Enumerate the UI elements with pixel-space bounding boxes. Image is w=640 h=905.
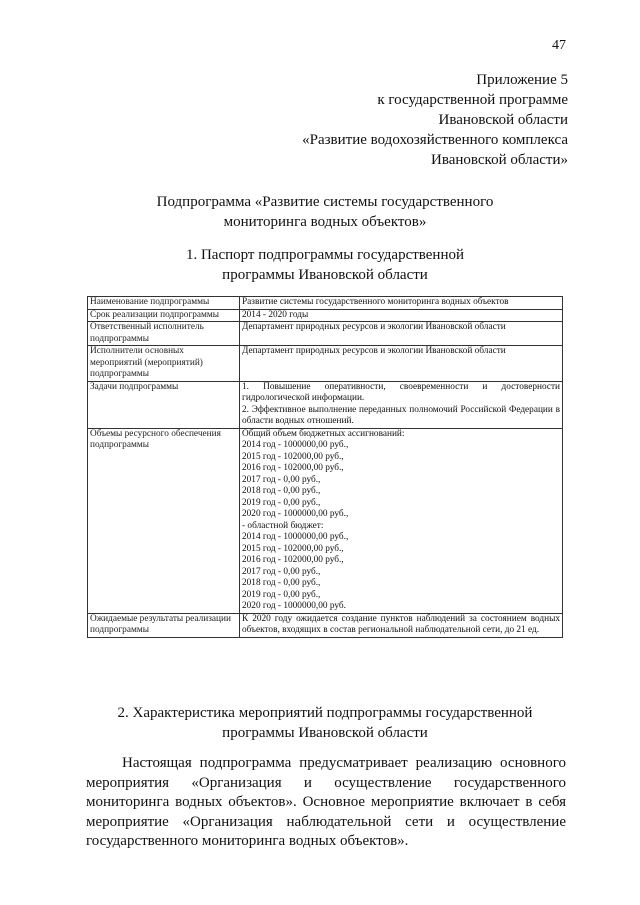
funding-line: 2016 год - 102000,00 руб., [242, 463, 344, 473]
section-2-title-line: программы Ивановской области [222, 725, 428, 741]
appendix-line: Ивановской области [438, 112, 568, 128]
task-item: 1. Повышение оперативности, своевременности и достоверности гидрологической информации. [242, 381, 560, 403]
funding-line: - областной бюджет: [242, 520, 324, 531]
row-value [240, 428, 563, 613]
passport-table [87, 296, 563, 638]
table-row [88, 346, 563, 382]
row-label: Срок реализации подпрограммы [88, 309, 240, 322]
funding-line: 2016 год - 102000,00 руб., [242, 555, 344, 565]
subprogram-title-line: Подпрограмма «Развитие системы государственного [156, 194, 494, 210]
task-item: 2. Эффективное выполнение переданных полномочий Российской Федерации в области водных отношений. [242, 404, 560, 426]
appendix-line: «Развитие водохозяйственного комплекса [302, 132, 568, 148]
funding-line: 2020 год - 1000000,00 руб. [242, 601, 346, 611]
body-paragraph: Настоящая подпрограмма предусматривает реализацию основного мероприятия «Организация и осуществление государственного мониторинга водных объектов». Основное мероприятие включает в себя мероприятие «Организация наблюдательной сети и осуществление государственного мониторинга водных объектов». [86, 755, 566, 849]
row-value: Департамент природных ресурсов и экологии Ивановской области [240, 322, 563, 346]
row-label: Наименование подпрограммы [88, 297, 240, 310]
funding-line: 2018 год - 0,00 руб., [242, 486, 321, 496]
section-2-title [80, 703, 570, 743]
row-value: Департамент природных ресурсов и экологии Ивановской области [240, 346, 563, 382]
funding-line: 2020 год - 1000000,00 руб., [242, 509, 349, 519]
table-row [88, 613, 563, 637]
subprogram-title [80, 192, 570, 232]
row-label: Задачи подпрограммы [88, 381, 240, 428]
funding-line: 2019 год - 0,00 руб., [242, 589, 321, 600]
table-row [88, 322, 563, 346]
table-row [88, 297, 563, 310]
appendix-line: Приложение 5 [476, 72, 568, 88]
row-label: Ответственный исполнитель подпрограммы [88, 322, 240, 346]
table-row [88, 381, 563, 428]
row-value: 2014 - 2020 годы [240, 309, 563, 322]
section-2-title-line: 2. Характеристика мероприятий подпрограммы государственной [117, 705, 533, 721]
funding-line: 2017 год - 0,00 руб., [242, 474, 321, 485]
appendix-header [228, 70, 568, 170]
appendix-line: Ивановской области» [431, 152, 568, 168]
section-1-title-line: программы Ивановской области [222, 267, 428, 283]
subprogram-title-line: мониторинга водных объектов» [223, 214, 427, 230]
funding-line: 2017 год - 0,00 руб., [242, 566, 321, 577]
row-value: Развитие системы государственного мониторинга водных объектов [240, 297, 563, 310]
row-label: Объемы ресурсного обеспечения подпрограммы [88, 428, 240, 613]
row-value [240, 381, 563, 428]
section-1-title-line: 1. Паспорт подпрограммы государственной [185, 247, 465, 263]
funding-line: Общий объем бюджетных ассигнований: [242, 428, 405, 439]
row-value: К 2020 году ожидается создание пунктов наблюдений за состоянием водных объектов, входящих в состав региональной наблюдательной сети, до 21 ед. [240, 613, 563, 637]
row-label: Ожидаемые результаты реализации подпрограммы [88, 613, 240, 637]
section-1-title [80, 245, 570, 285]
funding-line: 2015 год - 102000,00 руб., [242, 451, 344, 462]
appendix-line: к государственной программе [377, 92, 568, 108]
table-row [88, 428, 563, 613]
funding-line: 2019 год - 0,00 руб., [242, 497, 321, 508]
funding-line: 2018 год - 0,00 руб., [242, 578, 321, 588]
row-label: Исполнители основных мероприятий (мероприятий) подпрограммы [88, 346, 240, 382]
table-row [88, 309, 563, 322]
funding-line: 2015 год - 102000,00 руб., [242, 543, 344, 554]
funding-line: 2014 год - 1000000,00 руб., [242, 532, 349, 542]
funding-line: 2014 год - 1000000,00 руб., [242, 440, 349, 450]
body-text [86, 754, 566, 852]
page-number: 47 [552, 38, 566, 53]
